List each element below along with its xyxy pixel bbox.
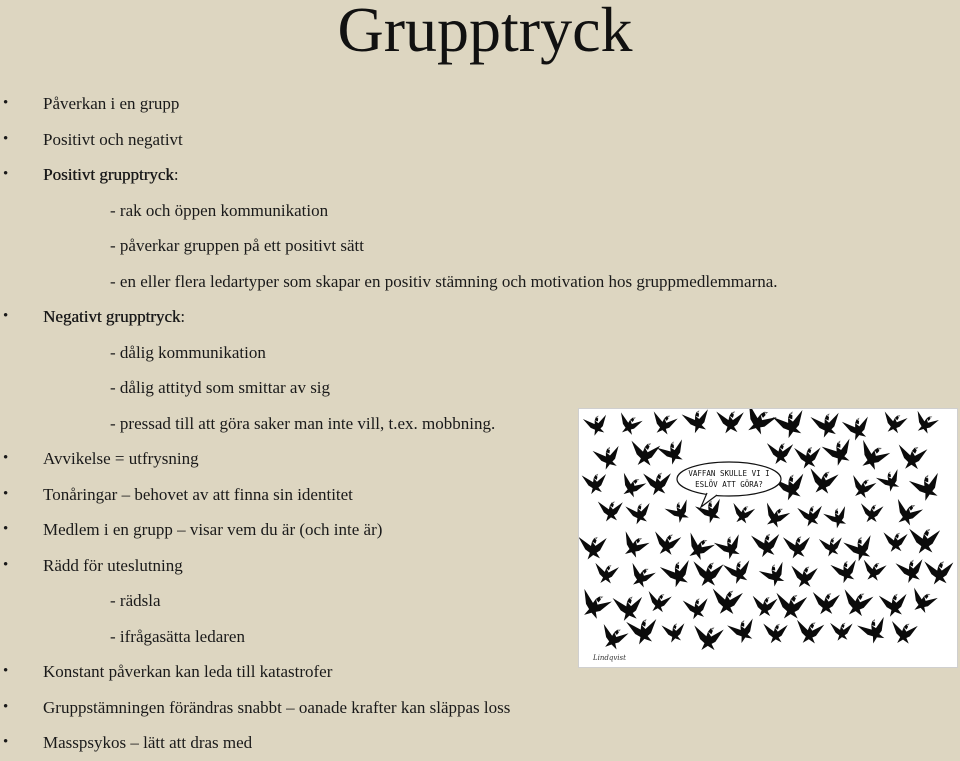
crow-icon <box>649 411 678 436</box>
list-item-text: Medlem i en grupp – visar vem du är (och inte är) <box>43 520 383 539</box>
crow-icon <box>657 438 689 467</box>
crow-icon <box>682 409 713 435</box>
sub-item-text: - en eller flera ledartyper som skapar en positiv stämning och motivation hos gruppmedlemmarna. <box>110 271 778 291</box>
crow-icon <box>625 563 656 591</box>
crow-icon <box>665 499 695 527</box>
crow-icon <box>613 596 644 622</box>
list-item-text: Tonåringar – behovet av att finna sin identitet <box>43 484 353 504</box>
crow-icon <box>909 472 945 504</box>
crow-icon <box>661 622 686 643</box>
bullet-icon: • <box>3 166 9 182</box>
sub-list-item <box>0 335 960 371</box>
crow-icon <box>859 503 883 523</box>
list-item-text: Rädd för uteslutning <box>43 555 183 575</box>
crow-icon <box>840 589 874 619</box>
crow-icon <box>857 616 891 647</box>
crow-icon <box>924 561 953 584</box>
crow-icon <box>819 536 844 557</box>
sub-item-text: - dålig kommunikation <box>110 342 266 362</box>
crow-icon <box>723 559 754 586</box>
crow-icon <box>643 472 672 496</box>
crow-icon <box>763 623 788 643</box>
crow-icon <box>579 537 607 560</box>
crow-icon <box>739 409 777 439</box>
crow-icon <box>823 505 851 531</box>
crow-icon <box>598 501 623 521</box>
section-heading-negative: Negativt grupptryck <box>43 307 181 326</box>
crow-icon <box>812 592 840 615</box>
crow-icon <box>651 531 681 557</box>
crow-icon <box>710 589 743 616</box>
crow-icon <box>729 503 755 526</box>
sub-list-item <box>0 264 960 300</box>
crow-icon <box>911 411 939 437</box>
crow-icon <box>783 536 811 559</box>
list-item-text: Positivt och negativt <box>43 129 183 149</box>
crow-icon <box>909 529 940 554</box>
crow-flock-cartoon <box>578 408 958 668</box>
crow-icon <box>880 411 908 435</box>
list-item-text <box>43 157 179 193</box>
list-item-text: Gruppstämningen förändras snabbt – oanade krafter kan släppas loss <box>43 697 511 717</box>
list-item <box>0 122 960 158</box>
crow-icon <box>716 411 744 433</box>
crow-icon <box>582 473 608 495</box>
heading-colon: : <box>180 307 186 326</box>
sub-list-item <box>0 193 960 229</box>
bullet-icon: • <box>3 450 9 466</box>
crow-icon <box>616 473 646 501</box>
crow-icon <box>794 446 822 469</box>
speech-bubble <box>677 462 781 507</box>
crow-icon <box>774 593 807 621</box>
crow-icon <box>714 533 746 562</box>
section-heading-positive: Positivt grupptryck <box>43 165 174 184</box>
sub-item-text: - pressad till att göra saker man inte vill, t.ex. mobbning. <box>110 413 496 433</box>
bullet-icon: • <box>3 734 9 750</box>
crow-icon <box>727 618 759 646</box>
crow-icon <box>876 468 905 494</box>
crow-icon <box>579 589 612 623</box>
bullet-icon: • <box>3 663 9 679</box>
sub-list-item <box>0 228 960 264</box>
sub-item-text: - ifrågasätta ledaren <box>110 626 245 646</box>
list-item <box>0 299 960 335</box>
crow-icon <box>773 409 809 441</box>
crow-icon <box>806 468 838 496</box>
crow-icon <box>879 593 909 618</box>
speech-text-line2: ESLÖV ATT GÖRA? <box>695 480 763 489</box>
crow-icon <box>628 441 660 468</box>
crow-icon <box>842 416 873 443</box>
list-item-text: Avvikelse = utfrysning <box>43 449 199 468</box>
crow-icon <box>843 534 877 564</box>
list-item <box>0 690 960 726</box>
crow-icon <box>830 559 860 585</box>
bullet-icon: • <box>3 95 9 111</box>
crow-icon <box>751 596 777 618</box>
heading-colon: : <box>173 165 179 184</box>
crow-icon <box>896 445 928 472</box>
bullet-icon: • <box>3 485 9 502</box>
crow-icon <box>751 533 781 558</box>
speech-text-line1: VAFFAN SKULLE VI I <box>688 469 770 478</box>
crow-icon <box>890 499 923 529</box>
crow-icon <box>790 566 817 588</box>
crow-icon <box>617 531 650 561</box>
crow-icon <box>759 503 790 531</box>
sub-list-item <box>0 370 960 406</box>
crow-icon <box>626 618 659 646</box>
crow-icon <box>854 440 891 474</box>
crow-icon <box>593 563 619 585</box>
crow-icon <box>681 533 715 564</box>
crow-icon <box>660 559 695 590</box>
crow-icon <box>896 558 927 585</box>
crow-icon <box>683 597 710 620</box>
crow-icon <box>692 625 724 652</box>
bullet-icon: • <box>3 698 9 715</box>
crow-icon <box>645 591 672 614</box>
crow-icon <box>883 532 908 552</box>
crow-icon <box>797 505 824 528</box>
crow-flock <box>579 409 954 652</box>
crow-icon <box>692 561 724 587</box>
list-item <box>0 86 960 122</box>
artist-signature: Lindqvist <box>593 654 626 662</box>
slide-title: Grupptryck <box>337 0 633 65</box>
bullet-icon: • <box>3 521 9 537</box>
crow-icon <box>767 443 793 464</box>
crow-icon <box>830 623 853 641</box>
list-item-text: Masspsykos – lätt att dras med <box>43 733 253 752</box>
crow-icon <box>593 445 624 472</box>
crow-icon <box>597 624 629 652</box>
crow-icon <box>860 560 887 583</box>
crow-icon <box>695 498 726 526</box>
list-item <box>0 725 960 761</box>
sub-item-text: - påverkar gruppen på ett positivt sätt <box>110 236 364 255</box>
bullet-icon: • <box>3 308 9 324</box>
crow-icon <box>794 620 825 646</box>
crow-icon <box>615 412 643 437</box>
crow-icon <box>889 621 918 646</box>
crow-icon <box>848 475 877 501</box>
crow-icon <box>907 588 938 616</box>
crow-icon <box>759 561 791 590</box>
crow-icon <box>810 412 842 440</box>
bullet-icon: • <box>3 130 9 147</box>
sub-item-text: - rak och öppen kommunikation <box>110 200 329 220</box>
bullet-icon: • <box>3 556 9 573</box>
list-item-text: Konstant påverkan kan leda till katastrofer <box>43 662 333 681</box>
list-item-text <box>43 299 185 335</box>
cartoon-drawing <box>579 409 957 667</box>
crow-icon <box>625 502 653 526</box>
list-item <box>0 157 960 193</box>
sub-item-text: - dålig attityd som smittar av sig <box>110 378 331 397</box>
sub-item-text: - rädsla <box>110 591 161 610</box>
crow-icon <box>822 437 857 468</box>
crow-icon <box>583 414 610 438</box>
list-item-text: Påverkan i en grupp <box>43 94 180 113</box>
